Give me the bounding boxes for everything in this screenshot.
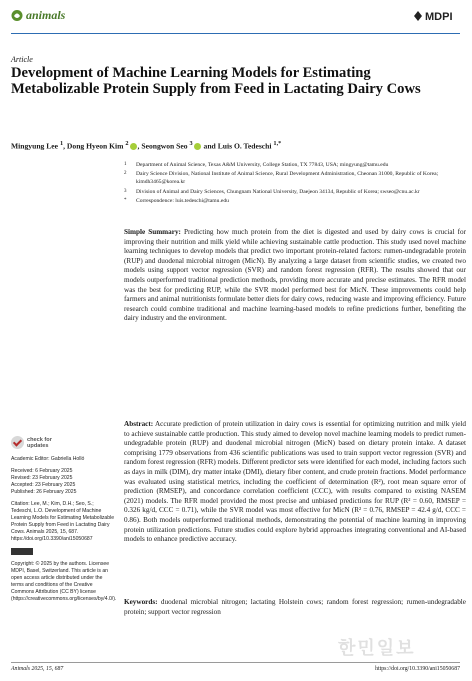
affiliations xyxy=(124,161,469,205)
author-sup: 2 xyxy=(125,140,129,147)
mdpi-logo-icon xyxy=(412,8,460,24)
affiliation-text: Department of Animal Science, Texas A&M University, College Station, TX 77843, USA; mingyung@tamu.edu xyxy=(136,162,389,168)
footer-journal-ref: Animals 2025, 15, 687 xyxy=(11,666,64,672)
article-title: Development of Machine Learning Models for Estimating Metabolizable Protein Supply from Feed in Lactating Dairy Cows xyxy=(11,65,421,97)
mdpi-logo-text: MDPI xyxy=(425,11,453,23)
affiliation-mark: 1 xyxy=(124,162,127,167)
footer-doi-link[interactable]: https://doi.org/10.3390/ani15050687 xyxy=(375,666,460,672)
accepted-date: Accepted: 23 February 2025 xyxy=(11,482,76,488)
author-name[interactable]: Seongwon Seo xyxy=(141,141,188,151)
abstract-label: Abstract: xyxy=(124,420,154,428)
abstract-text: Accurate prediction of protein utilization in dairy cows is essential for optimizing nutrition and milk yield to achieve sustainable cattle production. This study aimed to develop novel machine learning models to predict rumen-undegradable protein (RUP) and duodenal microbial nitrogen (MicN) based on dietary protein intake. A dataset comprising 1779 observations from 436 scientific publications was used to train support vector regression (SVR) and random forest regression (RFR) models. Different predictor sets were identified for each model, including factors such as days in milk (DIM), dry matter intake (DMI), dietary fiber content, and crude protein fractions. Model performance was evaluated using statistical metrics, including the coefficient of determination (R²), root mean square error of prediction (RMSEP), and concordance correlation coefficient (CCC), with results compared to existing NASEM (2021) models. The RFR model provided the most precise and unbiased predictions for RUP (R² = 0.60, RMSEP = 0.326 kg/d, CCC = 0.71), while the SVR model was most effective for MicN (R² = 0.76, RMSEP = 42.4 g/d, CCC = 0.86). Both models outperformed traditional methods, demonstrating the potential of machine learning in improving protein utilization predictions. Future studies could explore hybrid approaches integrating conventional and AI-based models to enhance predictive accuracy. xyxy=(124,420,466,544)
author-sup: 3 xyxy=(189,140,193,147)
citation[interactable]: Citation: Lee, M.; Kim, D.H.; Seo, S.; Tedeschi, L.O. Development of Machine Learning Models for Estimating Metabolizable Protein Supply from Feed in Lactating Dairy Cows. Animals 2025, 15, 687. https://doi.org/10.3390/ani15050687 xyxy=(11,501,115,542)
article-sidebar xyxy=(11,436,115,608)
page-footer xyxy=(11,662,460,674)
author-name[interactable]: Mingyung Lee xyxy=(11,141,59,151)
simple-summary-label: Simple Summary: xyxy=(124,228,181,236)
author-list: Mingyung Lee $^1$, Dong Hyeon Kim $^2$ , Seongwon Seo $^3$ and Luis O. Tedeschi $^{1,*}$ xyxy=(11,140,282,151)
check-updates-icon xyxy=(11,436,24,449)
revised-date: Revised: 23 February 2025 xyxy=(11,475,73,481)
check-updates-line2: updates xyxy=(27,442,49,449)
author-sup: 1,* xyxy=(273,140,282,147)
received-date: Received: 6 February 2025 xyxy=(11,468,73,474)
affiliation-mark: * xyxy=(124,197,127,203)
cc-license-icon[interactable] xyxy=(11,548,33,555)
check-updates-label xyxy=(27,437,52,449)
affiliation-item xyxy=(124,197,469,205)
check-updates-line1: check for xyxy=(27,436,52,443)
journal-name: animals xyxy=(26,8,66,22)
simple-summary-text: Predicting how much protein from the diet is digested and used by dairy cows is crucial for improving their nutrition and milk yield while achieving sustainable cattle production. This study used novel machine learning techniques to develop models that predict two important protein-related factors: rumen-undegradable protein (RUP) and duodenal microbial nitrogen (MicN). By analyzing a large dataset from scientific studies, we created two models using support vector regression (SVR) and random forest regression (RFR). The results showed that our models outperformed traditional prediction methods, providing more accurate and precise estimates. The RFR model was the best for predicting RUP, while the SVR model performed best for MicN. These improvements could help farmers and animal nutritionists formulate better diets for dairy cows, reducing waste and improving efficiency. Future research could combine traditional and machine learning-based models to refine predictions further, benefiting the dairy industry and the environment. xyxy=(124,228,466,323)
affiliation-item xyxy=(124,188,469,196)
article-type: Article xyxy=(11,55,33,64)
header-rule xyxy=(11,33,460,34)
affiliation-text: Dairy Science Division, National Institute of Animal Science, Rural Development Administration, Cheonan 31000, Republic of Korea; kimdh3465@korea.kr xyxy=(136,171,439,186)
mdpi-logo xyxy=(412,8,460,24)
journal-header xyxy=(0,0,472,30)
author-name[interactable]: Dong Hyeon Kim xyxy=(66,141,124,151)
keywords-text: duodenal microbial nitrogen; lactating Holstein cows; random forest regression; rumen-undegradable protein; support vector regression xyxy=(124,598,466,616)
watermark-text: 한민일보 xyxy=(338,638,416,659)
affiliation-mark: 2 xyxy=(124,171,127,177)
author-name[interactable]: Luis O. Tedeschi xyxy=(217,141,272,151)
academic-editor: Academic Editor: Gabriella Holló xyxy=(11,456,85,462)
journal-logo-icon xyxy=(11,9,23,22)
correspondence-text[interactable]: Correspondence: luis.tedeschi@tamu.edu xyxy=(136,197,229,204)
abstract xyxy=(124,420,466,545)
orcid-icon[interactable] xyxy=(130,143,137,150)
author-sup: 1 xyxy=(59,140,64,147)
published-date: Published: 26 February 2025 xyxy=(11,489,77,495)
simple-summary xyxy=(124,228,466,324)
check-for-updates-button[interactable] xyxy=(11,436,115,449)
copyright-notice: Copyright: © 2025 by the authors. Licensee MDPI, Basel, Switzerland. This article is an open access article distributed under the terms and conditions of the Creative Commons Attribution (CC BY) license (https://creativecommons.org/licenses/by/4.0/). xyxy=(11,561,117,602)
affiliation-text: Division of Animal and Dairy Sciences, Chungnam National University, Daejeon 34134, Republic of Korea; swseo@cnu.ac.kr xyxy=(136,188,420,195)
keywords xyxy=(124,598,466,617)
affiliation-item xyxy=(124,170,469,186)
article-dates xyxy=(11,468,115,496)
affiliation-mark: 3 xyxy=(124,188,127,194)
orcid-icon[interactable] xyxy=(194,143,201,150)
keywords-label: Keywords: xyxy=(124,598,158,606)
affiliation-item xyxy=(124,161,469,169)
footer-rule xyxy=(11,662,460,663)
